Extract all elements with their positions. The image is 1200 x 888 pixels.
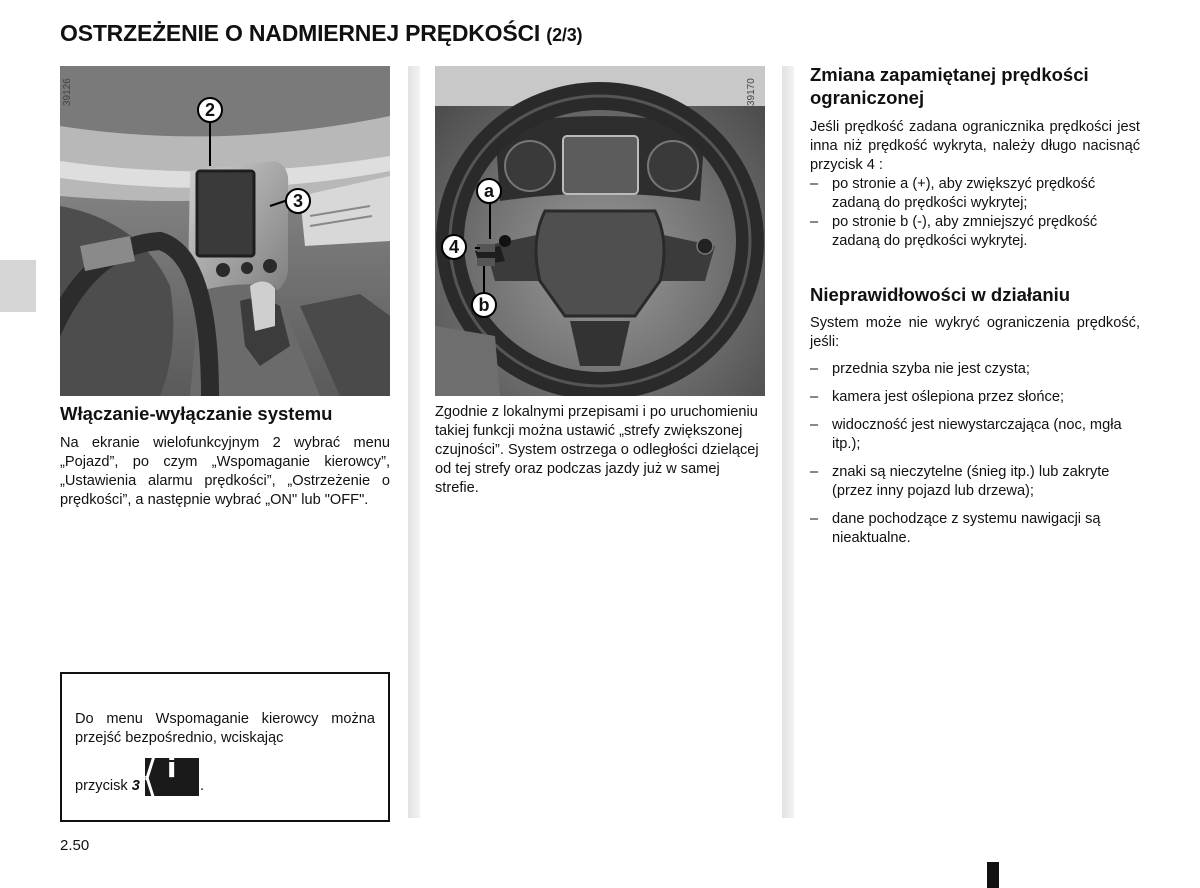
zone-description: Zgodnie z lokalnymi przepisami i po uruchomieniu takiej funkcji można ustawić „strefy zwiększonej czujności”. System ostrzega o odległości dzielącej od tej strefy oraz podczas jazdy już w samej strefie. — [435, 404, 759, 496]
page-edge-marker — [987, 862, 999, 888]
figure-code: 39170 — [746, 78, 757, 106]
dashboard-figure — [60, 66, 390, 396]
page-number: 2.50 — [60, 837, 90, 854]
change-speed-list — [810, 175, 1140, 251]
note-text: Do menu Wspomaganie kierowcy można przejść bezpośrednio, wciskając — [75, 711, 375, 746]
note-box — [60, 672, 390, 822]
section-heading-toggle: Włączanie-wyłączanie systemu — [60, 403, 333, 424]
chapter-tab — [0, 260, 36, 312]
lane-info-button-icon: / i \ — [145, 758, 199, 796]
column-divider — [782, 66, 794, 818]
malfunctions-intro: System może nie wykryć ograniczenia prędkość, jeśli: — [810, 315, 1140, 350]
change-speed-intro: Jeśli prędkość zadana ogranicznika prędkości jest inna niż prędkość wykryta, należy długo nacisnąć przycisk 4 : — [810, 119, 1140, 173]
page-title — [60, 20, 582, 47]
callout-2: 2 — [197, 97, 223, 123]
note-suffix: . — [199, 778, 205, 794]
toggle-instructions: Na ekranie wielofunkcyjnym 2 wybrać menu „Pojazd”, po czym „Wspomaganie kierowcy”, „Ustawienia alarmu prędkości”, „Ostrzeżenie o prędkości”, a następnie wybrać „ON" lub "OFF". — [60, 435, 390, 508]
callout-4: 4 — [441, 234, 467, 260]
section-heading-change-speed: Zmiana zapamiętanej prędkości ograniczonej — [810, 64, 1089, 108]
callout-a: a — [476, 178, 502, 204]
steering-wheel-illustration — [435, 66, 765, 396]
list-item: – przednia szyba nie jest czysta; — [810, 360, 1140, 379]
list-item: – widoczność jest niewystarczająca (noc, mgła itp.); — [810, 416, 1140, 454]
callout-3: 3 — [285, 188, 311, 214]
figure-code: 39126 — [62, 78, 73, 106]
steering-wheel-figure — [435, 66, 765, 396]
malfunctions-list — [810, 360, 1140, 548]
list-item: – kamera jest oślepiona przez słońce; — [810, 388, 1140, 407]
note-button-number: 3 — [131, 778, 140, 794]
page-title-part: (2/3) — [546, 25, 583, 45]
dashboard-illustration — [60, 66, 390, 396]
section-heading-malfunctions: Nieprawidłowości w działaniu — [810, 284, 1071, 305]
list-item: – po stronie a (+), aby zwiększyć prędkość zadaną do prędkości wykrytej; — [810, 175, 1140, 213]
list-item: – dane pochodzące z systemu nawigacji są nieaktualne. — [810, 510, 1140, 548]
note-button-row — [75, 751, 375, 803]
list-item: – znaki są nieczytelne (śnieg itp.) lub zakryte (przez inny pojazd lub drzewa); — [810, 463, 1140, 501]
callout-b: b — [471, 292, 497, 318]
note-prefix: przycisk — [75, 778, 128, 794]
list-item: – po stronie b (-), aby zmniejszyć prędkość zadaną do prędkości wykrytej. — [810, 213, 1140, 251]
column-divider — [408, 66, 420, 818]
page-title-text: OSTRZEŻENIE O NADMIERNEJ PRĘDKOŚCI — [60, 20, 541, 46]
